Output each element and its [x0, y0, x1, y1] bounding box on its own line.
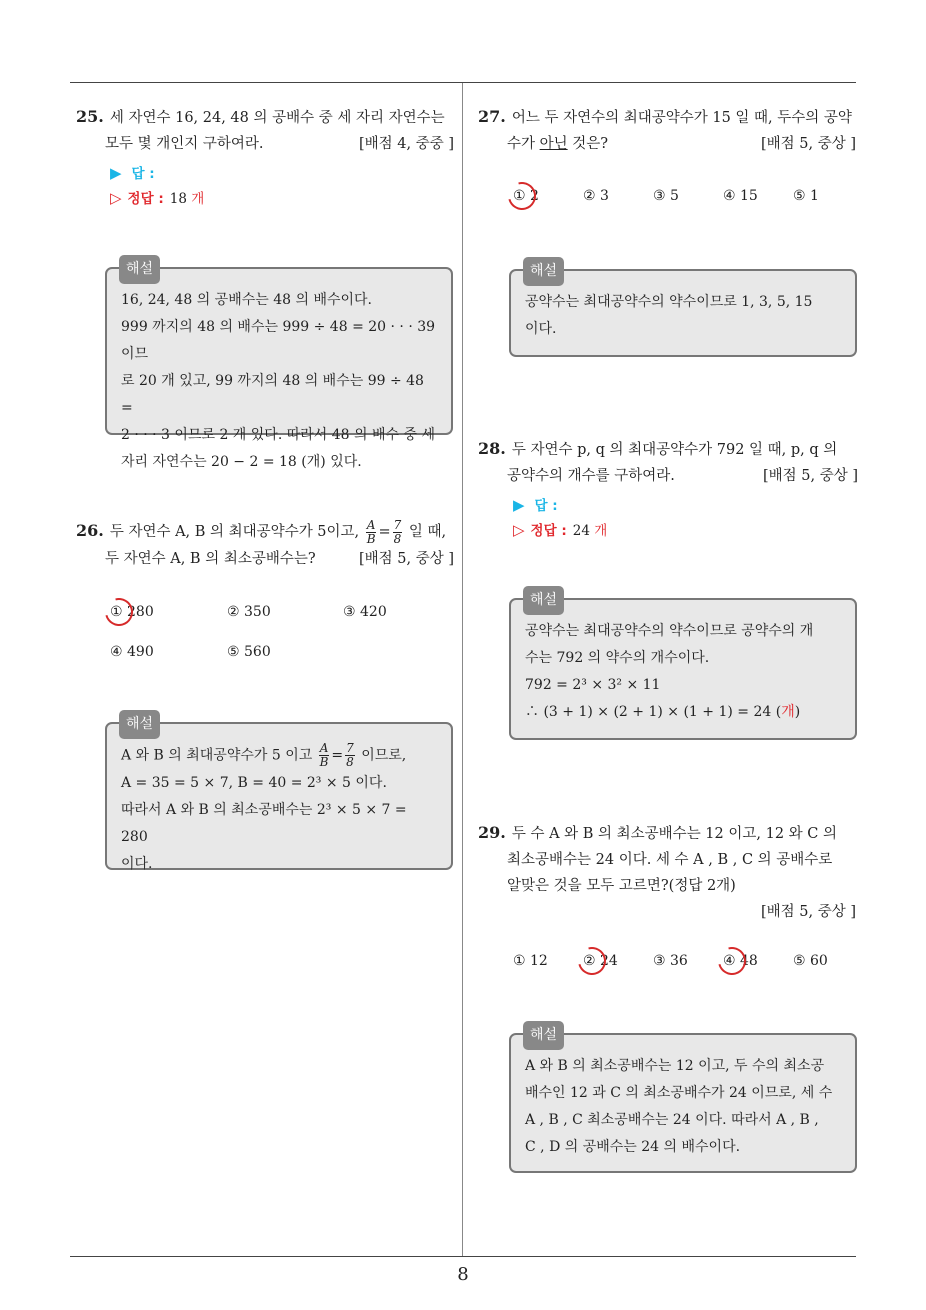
question-text: 어느 두 자연수의 최대공약수가 15 일 때, 두수의 공약: [511, 110, 852, 126]
question-number: 25.: [76, 107, 104, 126]
solution-line: 이므로,: [361, 747, 407, 764]
question-number: 26.: [76, 521, 104, 540]
solution-line: 792 = 2³ × 3² × 11: [525, 677, 661, 693]
question-number: 28.: [478, 439, 506, 458]
play-filled-icon: ▶: [110, 164, 122, 182]
play-outline-icon: ▷: [110, 189, 122, 207]
solution-line: 999 까지의 48 의 배수는 999 ÷ 48 = 20 · · · 39 이므: [121, 319, 436, 362]
choice-5[interactable]: ⑤ 60: [793, 953, 828, 969]
solution-line: A 와 B 의 최대공약수가 5 이고: [121, 747, 313, 764]
answer-label: 답 :: [534, 498, 558, 514]
solution-line: 수는 792 의 약수의 개수이다.: [525, 650, 710, 666]
choice-1[interactable]: ① 280: [110, 604, 154, 620]
solution-box-28: [509, 592, 857, 740]
question-27: [478, 104, 856, 157]
question-25: [76, 104, 454, 157]
solution-box-26: [105, 716, 453, 872]
equals-sign: =: [331, 747, 344, 764]
question-29: [478, 820, 858, 925]
solution-line: A , B , C 최소공배수는 24 이다. 따라서 A , B ,: [525, 1112, 819, 1128]
choice-2[interactable]: ② 24: [583, 953, 618, 969]
correct-value: 24: [572, 523, 590, 539]
selected-circle-icon: [100, 593, 138, 631]
question-text: 최소공배수는 24 이다. 세 수 A , B , C 의 공배수로: [507, 852, 833, 868]
fraction-7-over-8: $\frac{7}{8}$: [346, 741, 354, 769]
question-text: 세 자연수 16, 24, 48 의 공배수 중 세 자리 자연수는: [109, 110, 445, 126]
solution-box-27: [509, 263, 857, 357]
solution-line: C , D 의 공배수는 24 의 배수이다.: [525, 1139, 741, 1155]
solution-line: 이다.: [525, 321, 557, 337]
selected-circle-icon: [573, 942, 611, 980]
solution-line: 공약수는 최대공약수의 약수이므로 공약수의 개: [525, 623, 814, 639]
solution-label: 해설: [523, 257, 564, 286]
fraction-a-over-b: $\frac{A}{B}$: [319, 741, 329, 769]
score-meta: [배점 4, 중중 ]: [358, 136, 454, 152]
solution-line: 공약수는 최대공약수의 약수이므로 1, 3, 5, 15: [525, 294, 813, 310]
question-text: 것은?: [567, 136, 609, 152]
selected-circle-icon: [503, 177, 541, 215]
solution-line: 따라서 A 와 B 의 최소공배수는 2³ × 5 × 7 = 280: [121, 801, 407, 845]
correct-unit: 개: [191, 191, 205, 207]
choice-2[interactable]: ② 3: [583, 188, 609, 204]
choice-2[interactable]: ② 350: [227, 604, 271, 620]
score-meta: [배점 5, 중상 ]: [762, 468, 858, 484]
question-text: 수가: [507, 136, 540, 152]
question-text: 알맞은 것을 모두 고르면?(정답 2개): [507, 878, 736, 894]
play-outline-icon: ▷: [513, 521, 525, 539]
answer-block-25: [110, 161, 204, 211]
solution-line: 2 · · · 3 이므로 2 개 있다. 따라서 48 의 배수 중 세: [121, 427, 435, 443]
question-text: 공약수의 개수를 구하여라.: [507, 468, 675, 484]
correct-value: 18: [169, 191, 187, 207]
fraction-a-over-b: $\frac{A}{B}$: [366, 517, 376, 546]
solution-line: 배수인 12 과 C 의 최소공배수가 24 이므로, 세 수: [525, 1085, 833, 1101]
question-text: 두 자연수 p, q 의 최대공약수가 792 일 때, p, q 의: [511, 442, 838, 458]
question-number: 29.: [478, 823, 506, 842]
solution-line: 이다.: [121, 855, 153, 872]
solution-label: 해설: [119, 710, 160, 739]
solution-label: 해설: [523, 586, 564, 615]
solution-box-29: [509, 1027, 857, 1173]
choice-1[interactable]: ① 12: [513, 953, 548, 969]
solution-line: ∴ (3 + 1) × (2 + 1) × (1 + 1) = 24 (개): [525, 704, 801, 720]
emphasis-not: 아닌: [539, 136, 568, 152]
solution-box-25: [105, 261, 453, 470]
choice-5[interactable]: ⑤ 1: [793, 188, 819, 204]
question-text: 두 수 A 와 B 의 최소공배수는 12 이고, 12 와 C 의: [511, 826, 837, 842]
solution-line: A 와 B 의 최소공배수는 12 이고, 두 수의 최소공: [525, 1058, 825, 1074]
question-number: 27.: [478, 107, 506, 126]
question-text: 일 때,: [408, 524, 447, 540]
question-text: 두 자연수 A, B 의 최소공배수는?: [105, 550, 316, 567]
correct-label: 정답 :: [127, 191, 164, 207]
selected-circle-icon: [713, 942, 751, 980]
answer-block-28: [513, 493, 607, 543]
question-28: [478, 436, 858, 489]
question-text: 두 자연수 A, B 의 최대공약수가 5이고,: [109, 524, 360, 540]
choice-4[interactable]: ④ 490: [110, 644, 154, 660]
fraction-7-over-8: $\frac{7}{8}$: [393, 517, 402, 546]
top-rule: [70, 82, 856, 83]
question-26: [76, 518, 454, 572]
equals-sign: =: [378, 524, 391, 540]
play-filled-icon: ▶: [513, 496, 525, 514]
solution-line: 16, 24, 48 의 공배수는 48 의 배수이다.: [121, 292, 372, 308]
solution-line: A = 35 = 5 × 7, B = 40 = 2³ × 5 이다.: [121, 774, 387, 791]
choice-1[interactable]: ① 2: [513, 188, 539, 204]
choice-3[interactable]: ③ 36: [653, 953, 688, 969]
bottom-rule: [70, 1256, 856, 1257]
solution-label: 해설: [523, 1021, 564, 1050]
correct-unit: 개: [594, 523, 608, 539]
page-number: 8: [457, 1264, 469, 1285]
choice-4[interactable]: ④ 15: [723, 188, 758, 204]
choice-5[interactable]: ⑤ 560: [227, 644, 271, 660]
column-divider: [462, 83, 463, 1256]
answer-label: 답 :: [131, 166, 155, 182]
choice-4[interactable]: ④ 48: [723, 953, 758, 969]
choice-3[interactable]: ③ 420: [343, 604, 387, 620]
solution-label: 해설: [119, 255, 160, 284]
score-meta: [배점 5, 중상 ]: [358, 550, 454, 567]
solution-line: 로 20 개 있고, 99 까지의 48 의 배수는 99 ÷ 48 =: [121, 373, 424, 416]
correct-label: 정답 :: [530, 523, 567, 539]
score-meta: [배점 5, 중상 ]: [760, 136, 856, 152]
solution-line: 자리 자연수는 20 − 2 = 18 (개) 있다.: [121, 454, 362, 470]
choice-3[interactable]: ③ 5: [653, 188, 679, 204]
question-text: 모두 몇 개인지 구하여라.: [105, 136, 264, 152]
score-meta: [배점 5, 중상 ]: [760, 904, 856, 920]
